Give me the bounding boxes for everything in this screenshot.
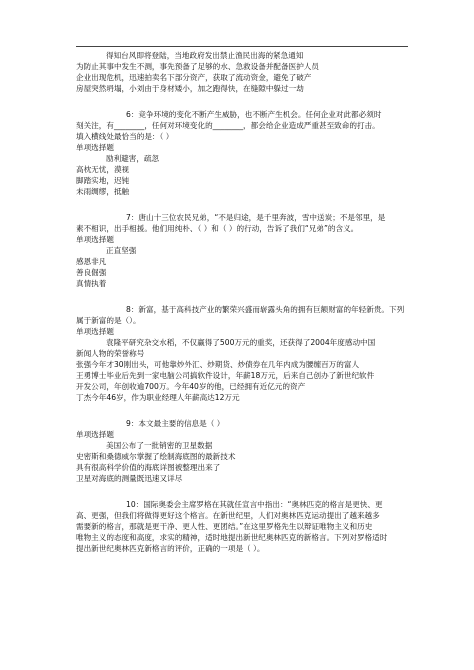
question-6-stem: 刻关注，有________，任何对环境变化的________，都会给企业造成严重甚至致命的打击。 bbox=[76, 121, 380, 130]
question-7-stem: 素不相识，出手相援。他们用纯朴、（ ）和（ ）的行动，告诉了我们“兄弟”的含义。 bbox=[76, 224, 359, 233]
question-7 bbox=[76, 212, 412, 289]
option: 励利避害，疏忽 bbox=[106, 154, 160, 163]
option: 新闻人物的荣誉称号 bbox=[76, 349, 145, 358]
question-10 bbox=[76, 499, 412, 554]
question-6-stem: 6：竞争环境的变化不断产生威胁，也不断产生机会。任何企业对此都必须时 bbox=[126, 110, 382, 119]
question-6-stem: 填入横线处最恰当的是：（ ） bbox=[76, 132, 174, 141]
option: 张强今年才30刚出头，可他靠炒外汇、炒期货、炒债券在几年内成为腰缠百万的富人 bbox=[76, 360, 360, 369]
question-type: 单项选择题 bbox=[76, 235, 114, 244]
question-6 bbox=[76, 109, 412, 197]
intro-line: 得知台风即将登陆，当地政府发出禁止渔民出海的紧急通知 bbox=[106, 51, 304, 60]
option: 真情执着 bbox=[76, 279, 107, 288]
option: 未雨绸缪，抵触 bbox=[76, 187, 130, 196]
option: 感恩非凡 bbox=[76, 257, 107, 266]
question-10-stem: 提出新世纪奥林匹克新格言的评价，正确的一项是（ ）。 bbox=[76, 544, 265, 553]
question-9 bbox=[76, 418, 412, 484]
document-page bbox=[76, 50, 412, 554]
question-10-stem: 唯物主义的态度和高度，求实的精神，适时地提出新世纪奥林匹克的新格言。下列对罗格适时 bbox=[76, 533, 388, 542]
intro-options bbox=[76, 50, 412, 94]
question-10-stem: 10：国际奥委会主席罗格在其就任宣言中指出：“奥林匹克的格言是更快、更 bbox=[126, 500, 383, 509]
intro-line: 为防止其事中发生不测，事先预备了足够的水、急救设备并配备医护人员 bbox=[76, 62, 319, 71]
option: 善良倔强 bbox=[76, 268, 107, 277]
question-10-stem: 需要新的格言，那就是更干净、更人性、更团结。”在这里罗格先生以辩证唯物主义和历史 bbox=[76, 522, 373, 531]
question-type: 单项选择题 bbox=[76, 327, 114, 336]
question-7-stem: 7：唐山十三位农民兄弟，“不是归途，是千里奔波，雪中送炭；不是邻里，是 bbox=[126, 213, 386, 222]
option: 袁隆平研究杂交水稻，不仅赢得了500万元的重奖，还获得了2004年度感动中国 bbox=[106, 338, 376, 347]
question-type: 单项选择题 bbox=[76, 430, 114, 439]
question-10-stem: 高、更强，但我们将做得更好这个格言。在新世纪里，人们对奥林匹克运动提出了越来越多 bbox=[76, 511, 380, 520]
question-8-stem: 8：新富，基于高科技产业的繁荣兴盛而崭露头角的拥有巨额财富的年轻新贵。下列 bbox=[126, 305, 405, 314]
option: 史密斯和桑德威尔掌握了绘制海底图的最新技术 bbox=[76, 452, 236, 461]
question-9-stem: 9：本文最主要的信息是（ ） bbox=[126, 419, 225, 428]
option: 丁杰今年46岁，作为职业经理人年薪高达12万元 bbox=[76, 393, 240, 402]
question-type: 单项选择题 bbox=[76, 143, 114, 152]
intro-line: 企业出现危机，迅速拍卖名下部分资产，获取了流动资金，避免了破产 bbox=[76, 73, 312, 82]
option: 卫星对海底的测量既迅速又详尽 bbox=[76, 474, 183, 483]
option: 脚踏实地，迟钝 bbox=[76, 176, 130, 185]
option: 高枕无忧，漠视 bbox=[76, 165, 130, 174]
question-8-stem: 属于新富的是（）。 bbox=[76, 316, 141, 325]
option: 王勇博士毕业后先到一家电脑公司搞软件设计，年薪18万元，后来自己创办了新世纪软件 bbox=[76, 371, 375, 380]
option: 开发公司，年创收逾700万。今年40岁的他，已经拥有近亿元的资产 bbox=[76, 382, 306, 391]
question-8 bbox=[76, 304, 412, 403]
header-rule bbox=[76, 46, 408, 47]
option: 正直坚强 bbox=[106, 246, 137, 255]
intro-line: 房屋突然坍塌，小刘由于身材矮小，加之跑得快，在缝隙中躲过一劫 bbox=[76, 84, 304, 93]
option: 美国公布了一批销密的卫星数据 bbox=[106, 441, 213, 450]
option: 具有很高科学价值的海底详图被整理出来了 bbox=[76, 463, 221, 472]
